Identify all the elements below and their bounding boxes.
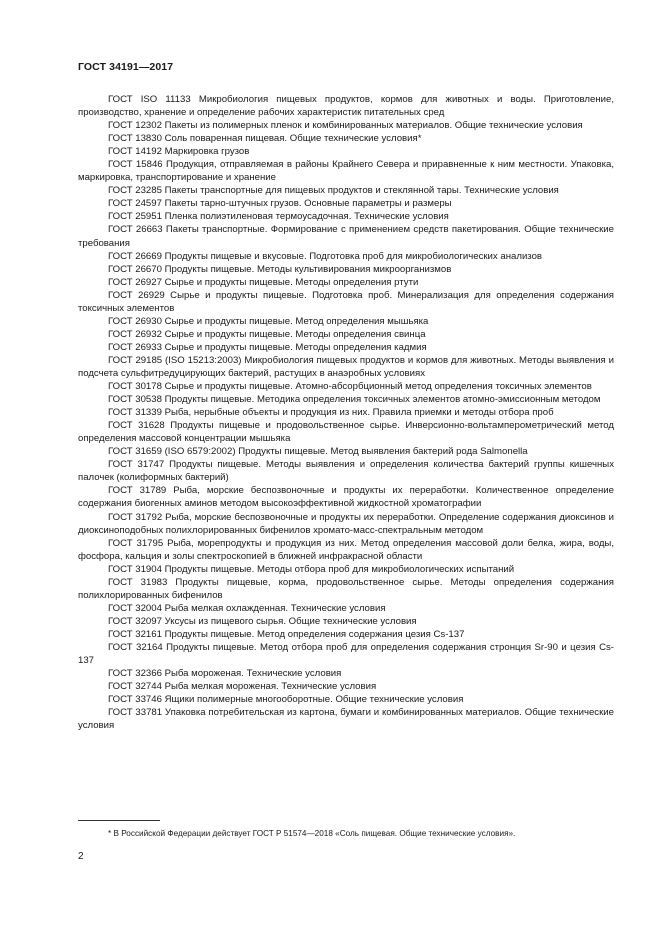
reference-item: ГОСТ 31747 Продукты пищевые. Методы выявления и определения количества бактерий группы кишечных палочек (колиформных бактерий) (78, 459, 614, 484)
page-number: 2 (78, 851, 84, 862)
reference-item: ГОСТ 33781 Упаковка потребительская из картона, бумаги и комбинированных материалов. Общие технические условия (78, 707, 614, 732)
reference-item: ГОСТ 26663 Пакеты транспортные. Формирование с применением средств пакетирования. Общие технические требования (78, 224, 614, 249)
reference-item: ГОСТ 12302 Пакеты из полимерных пленок и комбинированных материалов. Общие технические условия (108, 120, 583, 132)
reference-item: ГОСТ 13830 Соль поваренная пищевая. Общие технические условия* (108, 133, 422, 145)
reference-item: ГОСТ 31659 (ISO 6579:2002) Продукты пищевые. Метод выявления бактерий рода Salmonella (108, 446, 528, 458)
reference-item: ГОСТ 32161 Продукты пищевые. Метод определения содержания цезия Cs-137 (108, 628, 465, 640)
footnote-text: * В Российской Федерации действует ГОСТ Р 51574—2018 «Соль пищевая. Общие технические условия». (108, 829, 516, 838)
reference-item: ГОСТ 30178 Сырье и продукты пищевые. Атомно-абсорбционный метод определения токсичных элементов (108, 381, 592, 393)
reference-item: ГОСТ 31339 Рыба, нерыбные объекты и продукция из них. Правила приемки и методы отбора проб (108, 407, 554, 419)
reference-item: ГОСТ 26933 Сырье и продукты пищевые. Методы определения кадмия (108, 341, 427, 353)
reference-item: ГОСТ 32744 Рыба мелкая мороженая. Технические условия (108, 681, 377, 693)
reference-item: ГОСТ 15846 Продукция, отправляемая в районы Крайнего Севера и приравненные к ним местности. Упаковка, маркировка, транспортирование и хранение (78, 159, 614, 184)
reference-item: ГОСТ 26932 Сырье и продукты пищевые. Методы определения свинца (108, 328, 426, 340)
reference-item: ГОСТ 25951 Пленка полиэтиленовая термоусадочная. Технические условия (108, 211, 449, 223)
reference-item: ГОСТ 29185 (ISO 15213:2003) Микробиология пищевых продуктов и кормов для животных. Методы выявления и подсчета сульфитредуцирующих бактерий, растущих в анаэробных условиях (78, 354, 614, 379)
reference-item: ГОСТ 32004 Рыба мелкая охлажденная. Технические условия (108, 602, 386, 614)
page-header-title: ГОСТ 34191—2017 (78, 61, 174, 73)
normative-references-list (78, 93, 614, 732)
reference-item: ГОСТ ISO 11133 Микробиология пищевых продуктов, кормов для животных и воды. Приготовление, производство, хранение и определение рабочих характеристик питательных сред (78, 94, 614, 119)
reference-item: ГОСТ 26669 Продукты пищевые и вкусовые. Подготовка проб для микробиологических анализов (108, 250, 543, 262)
reference-item: ГОСТ 31983 Продукты пищевые, корма, продовольственное сырье. Методы определения содержания полихлорированных бифенилов (78, 576, 614, 601)
reference-item: ГОСТ 32097 Уксусы из пищевого сырья. Общие технические условия (108, 615, 417, 627)
reference-item: ГОСТ 31628 Продукты пищевые и продовольственное сырье. Инверсионно-вольтамперометрический метод определения массовой концентрации мышьяка (78, 420, 614, 445)
reference-item: ГОСТ 26929 Сырье и продукты пищевые. Подготовка проб. Минерализация для определения содержания токсичных элементов (78, 289, 614, 314)
reference-item: ГОСТ 26930 Сырье и продукты пищевые. Метод определения мышьяка (108, 315, 429, 327)
reference-item: ГОСТ 31795 Рыба, морепродукты и продукция из них. Метод определения массовой доли белка, жира, воды, фосфора, кальция и золы спектроскопией в ближней инфракрасной области (78, 537, 614, 562)
reference-item: ГОСТ 33746 Ящики полимерные многооборотные. Общие технические условия (108, 694, 464, 706)
footnote-divider (78, 820, 160, 821)
reference-item: ГОСТ 26927 Сырье и продукты пищевые. Методы определения ртути (108, 276, 419, 288)
reference-item: ГОСТ 24597 Пакеты тарно-штучных грузов. Основные параметры и размеры (108, 198, 452, 210)
reference-item: ГОСТ 31792 Рыба, морские беспозвоночные и продукты их переработки. Определение содержания диоксинов и диоксиноподобных полихлорированных бифенилов хромато-масс-спектральным методом (78, 511, 614, 536)
reference-item: ГОСТ 32164 Продукты пищевые. Метод отбора проб для определения содержания стронция Sr-90 и цезия Cs-137 (78, 641, 614, 667)
reference-item: ГОСТ 26670 Продукты пищевые. Методы культивирования микроорганизмов (108, 263, 452, 275)
reference-item: ГОСТ 23285 Пакеты транспортные для пищевых продуктов и стеклянной тары. Технические условия (108, 185, 559, 197)
reference-item: ГОСТ 14192 Маркировка грузов (108, 146, 250, 158)
reference-item: ГОСТ 30538 Продукты пищевые. Методика определения токсичных элементов атомно-эмиссионным методом (108, 394, 601, 406)
reference-item: ГОСТ 32366 Рыба мороженая. Технические условия (108, 668, 342, 680)
reference-item: ГОСТ 31789 Рыба, морские беспозвоночные и продукты их переработки. Количественное определение содержания биогенных аминов методом высокоэффективной жидкостной хроматографии (78, 485, 614, 510)
reference-item: ГОСТ 31904 Продукты пищевые. Методы отбора проб для микробиологических испытаний (108, 563, 515, 575)
